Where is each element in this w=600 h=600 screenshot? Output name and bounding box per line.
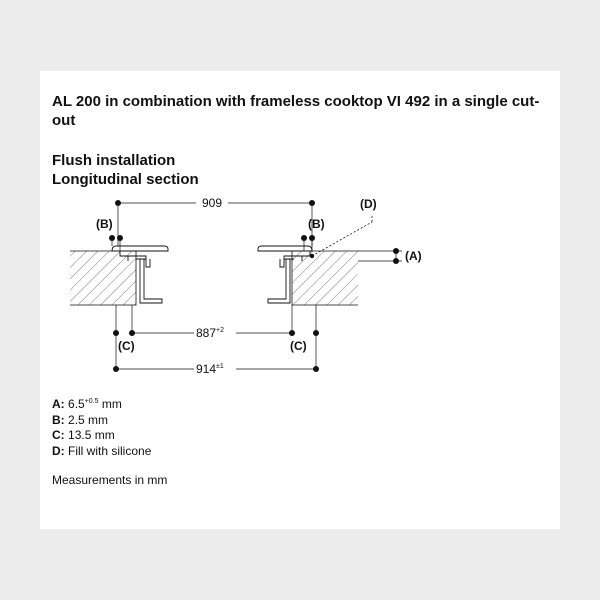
label-b-right: (B)	[308, 217, 325, 231]
legend-item-d: D: Fill with silicone	[52, 443, 152, 458]
label-c-right: (C)	[290, 339, 307, 353]
dimension-887-label: $887^{+2}$	[196, 326, 225, 340]
legend-item-c: C: 13.5 mm	[52, 428, 115, 442]
dimension-887	[129, 326, 295, 340]
label-a: (A)	[405, 249, 422, 263]
dimension-914-label: $914^{\pm 1}$	[196, 362, 224, 376]
page-title: AL 200 in combination with frameless cooktop VI 492 in a single cut-out	[52, 93, 540, 129]
legend-item-a: A: $6.5^{+0.5}$ mm	[52, 397, 122, 411]
countertop-left	[70, 251, 136, 305]
subtitle-line-1: Flush installation	[52, 152, 176, 169]
measurement-note: Measurements in mm	[52, 473, 168, 487]
extension-lines	[112, 203, 402, 371]
dimension-914	[113, 362, 319, 376]
diagram-card	[40, 71, 560, 529]
cooktop-panel-left	[112, 246, 168, 251]
legend	[52, 397, 151, 459]
legend-item-b: B: 2.5 mm	[52, 412, 109, 427]
label-d: (D)	[360, 197, 377, 211]
a-markers	[393, 248, 422, 264]
section-drawing	[40, 71, 560, 529]
dimension-909	[115, 196, 315, 210]
b-markers	[96, 217, 325, 241]
dimension-909-label: 909	[201, 196, 223, 210]
subtitle-line-2: Longitudinal section	[52, 171, 199, 188]
label-c-left: (C)	[118, 339, 135, 353]
label-b-left: (B)	[96, 217, 113, 231]
